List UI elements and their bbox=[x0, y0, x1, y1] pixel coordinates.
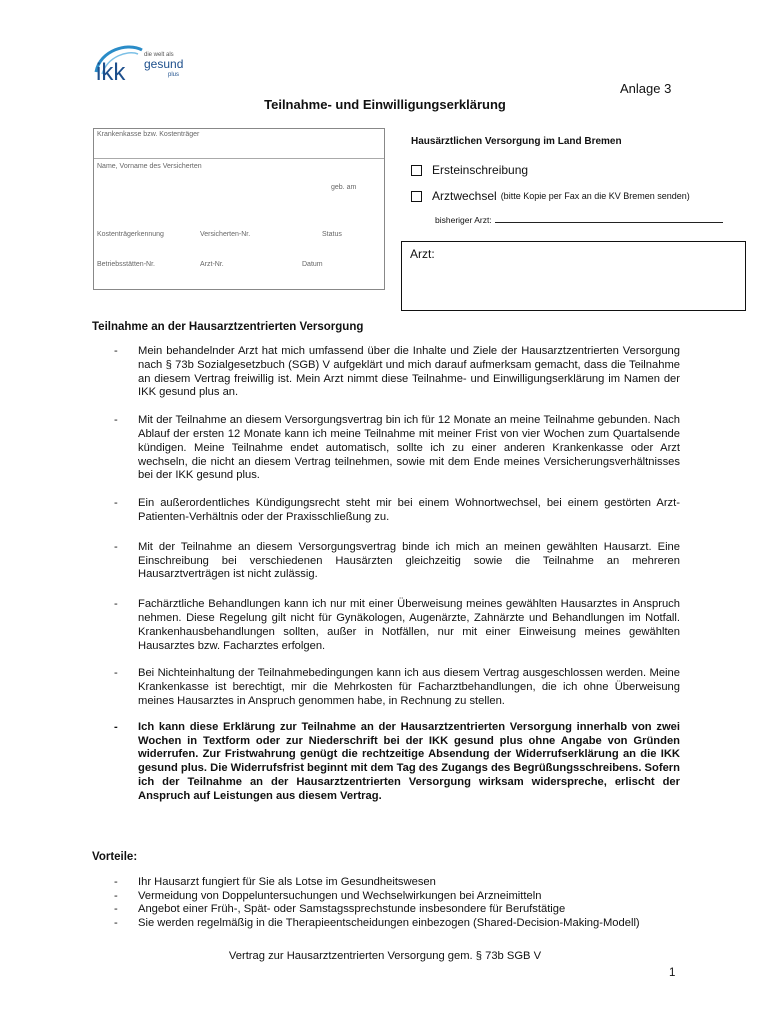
list-item: - Angebot einer Früh-, Spät- oder Samstagssprechstunde insbesondere für Berufstätige bbox=[112, 903, 680, 917]
list-item-widerruf: - Ich kann diese Erklärung zur Teilnahme an der Hausarztzentrierten Versorgung innerhalb von zwei Wochen in Textform oder zur Niederschrift bei der IKK gesund plus ohne Angabe von Gründen widerrufen. Zur Fristwahrung genügt die rechtzeitige Absendung der Widerrufserklärung an die IKK gesund plus. Die Widerrufsfrist beginnt mit dem Tag des Zugangs des Begrüßungsschreibens. Sofern ich der Teilnahme an der Hausarztzentrierten Versorgung wirksam widerspreche, erlischt der Anspruch auf Leistungen aus diesem Vertrag. bbox=[112, 721, 680, 804]
anlage-label: Anlage 3 bbox=[620, 81, 672, 96]
ersteinschreibung-label: Ersteinschreibung bbox=[432, 163, 529, 177]
bisheriger-arzt-field[interactable] bbox=[435, 214, 723, 225]
insured-data-box bbox=[93, 128, 385, 290]
vorteile-list bbox=[112, 876, 680, 930]
field-versicherten-nr: Versicherten-Nr. bbox=[200, 231, 251, 238]
arztwechsel-label: Arztwechsel bbox=[432, 189, 497, 203]
page-title: Teilnahme- und Einwilligungserklärung bbox=[264, 97, 506, 112]
field-geb: geb. am bbox=[331, 184, 357, 191]
ikk-gesund-plus-logo bbox=[88, 42, 208, 92]
list-item: - Mein behandelnder Arzt hat mich umfassend über die Inhalte und Ziele der Hausarztzentrierten Versorgung nach § 73b Sozialgesetzbuch (SGB) V aufgeklärt und mich darauf aufmerksam gemacht, dass die Teilnahme an diesem Vertrag freiwillig ist. Mein Arzt nimmt diese Teilnahme- und Einwilligungserklärung im Namen der IKK gesund plus an. bbox=[112, 345, 680, 400]
field-arzt-nr: Arzt-Nr. bbox=[200, 261, 224, 268]
arzt-label: Arzt: bbox=[410, 247, 435, 261]
list-item: - Sie werden regelmäßig in die Therapieentscheidungen einbezogen (Shared-Decision-Making-Modell) bbox=[112, 917, 680, 931]
bisheriger-arzt-label: bisheriger Arzt: bbox=[435, 215, 492, 225]
ersteinschreibung-checkbox[interactable] bbox=[411, 165, 422, 176]
ersteinschreibung-option[interactable] bbox=[411, 163, 528, 177]
list-item: - Ein außerordentliches Kündigungsrecht steht mir bei einem Wohnortwechsel, bei einem gestörten Arzt-Patienten-Verhältnis oder der Praxisschließung zu. bbox=[112, 497, 680, 525]
teilnahme-list bbox=[112, 345, 680, 804]
list-item: - Fachärztliche Behandlungen kann ich nur mit einer Überweisung meines gewählten Hausarztes in Anspruch nehmen. Diese Regelung gilt nicht für Gynäkologen, Augenärzte, Zahnärzte und Behandlungen im Notfall. Krankenhausbehandlungen sollten, außer in Notfällen, nur mit einer Einweisung meines gewählten Hausarztes bzw. Facharztes erfolgen. bbox=[112, 598, 680, 653]
list-item: - Bei Nichteinhaltung der Teilnahmebedingungen kann ich aus diesem Vertrag ausgeschlossen werden. Meine Krankenkasse ist berechtigt, mir die Mehrkosten für Facharztbehandlungen, die ich ohne Überweisung meines Hausarztes in Anspruch genommen habe, in Rechnung zu stellen. bbox=[112, 667, 680, 708]
footer-text: Vertrag zur Hausarztzentrierten Versorgung gem. § 73b SGB V bbox=[228, 950, 542, 962]
logo-tagline: die welt als bbox=[144, 52, 174, 58]
teilnahme-heading: Teilnahme an der Hausarztzentrierten Versorgung bbox=[92, 321, 364, 333]
field-krankenkasse: Krankenkasse bzw. Kostenträger bbox=[97, 131, 200, 138]
list-item: - Ihr Hausarzt fungiert für Sie als Lotse im Gesundheitswesen bbox=[112, 876, 680, 890]
versorgung-heading: Hausärztlichen Versorgung im Land Bremen bbox=[411, 136, 622, 147]
list-item: - Vermeidung von Doppeluntersuchungen und Wechselwirkungen bei Arzneimitteln bbox=[112, 890, 680, 904]
form-divider bbox=[94, 158, 384, 159]
field-status: Status bbox=[322, 231, 342, 238]
bisheriger-arzt-line[interactable] bbox=[495, 214, 723, 223]
field-name: Name, Vorname des Versicherten bbox=[97, 163, 202, 170]
logo-graphic bbox=[88, 42, 208, 92]
logo-ikk: ikk bbox=[96, 59, 126, 86]
vorteile-heading: Vorteile: bbox=[92, 851, 138, 863]
arztwechsel-note: (bitte Kopie per Fax an die KV Bremen senden) bbox=[500, 191, 690, 201]
field-betriebsstaetten-nr: Betriebsstätten-Nr. bbox=[97, 261, 155, 268]
logo-suffix: plus bbox=[168, 72, 180, 78]
list-item: - Mit der Teilnahme an diesem Versorgungsvertrag bin ich für 12 Monate an meine Teilnahme gebunden. Nach Ablauf der ersten 12 Monate kann ich meine Teilnahme mit meiner Frist von vier Wochen zum Quartalsende kündigen. Meine Teilnahme endet automatisch, sollte ich zu einer anderen Krankenkasse oder Arzt wechseln, die nicht an diesem Vertrag teilnehmen, sowie mit dem Ende meines Versicherungsverhältnisses bei der IKK gesund plus. bbox=[112, 414, 680, 483]
logo-wordmark: gesund bbox=[144, 57, 184, 71]
page-number: 1 bbox=[669, 967, 676, 979]
arztwechsel-checkbox[interactable] bbox=[411, 191, 422, 202]
list-item: - Mit der Teilnahme an diesem Versorgungsvertrag binde ich mich an meinen gewählten Hausarzt. Eine Einschreibung bei verschiedenen Hausärzten gleichzeitig sowie die Teilnahme an mehreren Hausarztverträgen ist nicht zulässig. bbox=[112, 541, 680, 582]
field-datum: Datum bbox=[302, 261, 323, 268]
arztwechsel-option[interactable] bbox=[411, 189, 690, 203]
arzt-stamp-box[interactable] bbox=[401, 241, 746, 311]
field-kostentraegerkennung: Kostenträgerkennung bbox=[97, 231, 164, 238]
